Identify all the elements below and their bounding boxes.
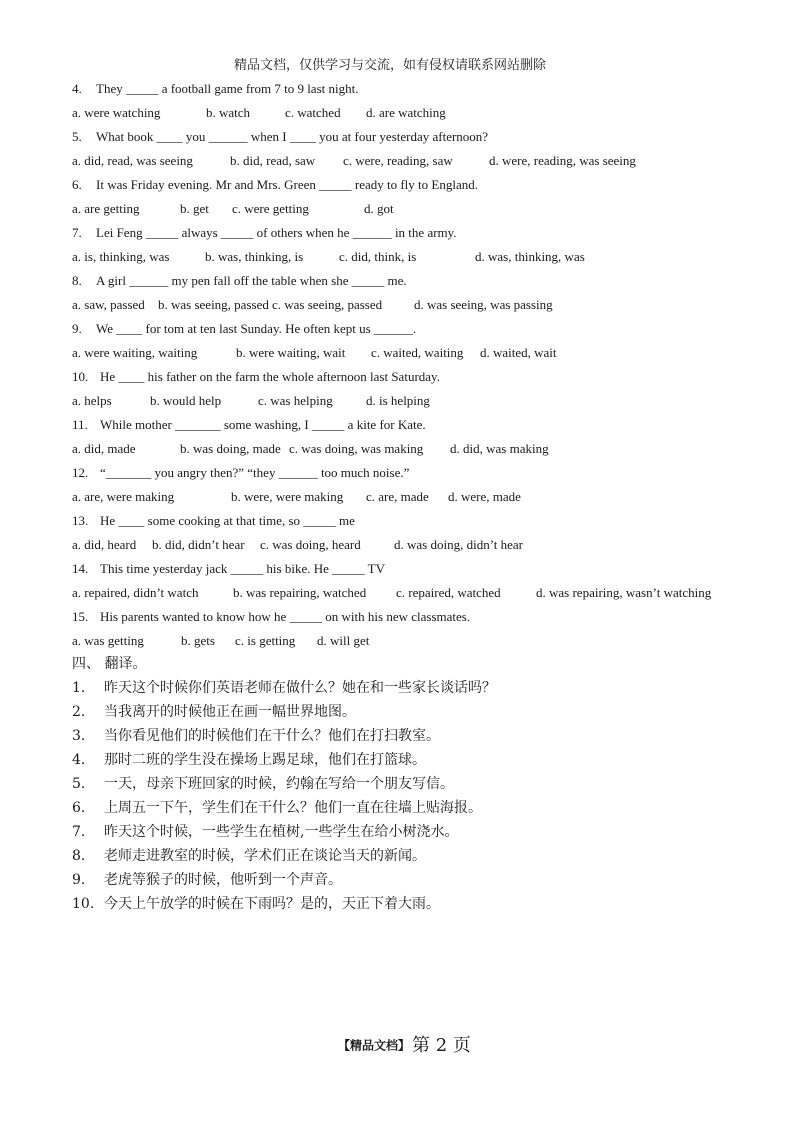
question-14 [0,560,794,578]
option-c: c. was helping [258,393,333,408]
question-6-options [0,200,794,218]
section-heading [0,654,794,674]
question-stem: His parents wanted to know how he _____ on with his new classmates. [100,609,471,624]
translation-text: 老虎等猴子的时候，他听到一个声音。 [104,872,342,888]
option-a: a. helps [72,393,112,408]
option-a: a. saw, passed [72,297,145,312]
question-10-options [0,392,794,410]
question-6 [0,176,794,194]
question-11 [0,416,794,434]
question-13-options [0,536,794,554]
question-14-options [0,584,794,602]
option-b: b. was doing, made [180,441,281,456]
question-number: 12. [72,465,89,480]
question-5-options [0,152,794,170]
question-15-options [0,632,794,650]
option-c: c. repaired, watched [396,585,501,600]
question-7-options [0,248,794,266]
question-7 [0,224,794,242]
option-a: a. did, made [72,441,136,456]
translation-item-3 [0,726,794,746]
header-notice: 精品文档，仅供学习与交流，如有侵权请联系网站删除 [234,58,547,73]
option-a: a. repaired, didn’t watch [72,585,199,600]
option-a: a. did, read, was seeing [72,153,193,168]
translation-text: 今天上午放学的时候在下雨吗？是的，天正下着大雨。 [104,896,440,912]
question-4 [0,80,794,98]
option-b: b. did, read, saw [230,153,316,168]
question-number: 14. [72,561,89,576]
option-c: c. did, think, is [339,249,417,264]
option-c: c. were getting [232,201,309,216]
translation-number: 2． [72,704,95,720]
translation-text: 老师走进教室的时候，学术们正在谈论当天的新闻。 [104,848,426,864]
option-b: b. get [180,201,209,216]
question-stem: Lei Feng _____ always _____ of others when he ______ in the army. [96,225,457,240]
question-stem: They _____ a football game from 7 to 9 last night. [96,81,359,96]
option-d: d. are watching [366,105,446,120]
translation-item-7 [0,822,794,842]
translation-item-9 [0,870,794,890]
footer-label: 【精品文档】 [338,1038,411,1053]
question-number: 13. [72,513,89,528]
question-4-options [0,104,794,122]
question-11-options [0,440,794,458]
translation-item-4 [0,750,794,770]
question-number: 6. [72,177,82,192]
translation-number: 5． [72,776,95,792]
translation-number: 10. [72,896,95,912]
option-c: c. are, made [366,489,429,504]
option-d: d. got [364,201,394,216]
option-d: d. will get [317,633,370,648]
question-stem: We ____ for tom at ten last Sunday. He often kept us ______. [96,321,417,336]
option-b: b. gets [181,633,215,648]
option-c: c. were, reading, saw [343,153,453,168]
option-c: c. was doing, was making [289,441,424,456]
translation-number: 3． [72,728,95,744]
option-b: b. watch [206,105,251,120]
translation-text: 一天，母亲下班回家的时候，约翰在写给一个朋友写信。 [104,776,454,792]
option-b: b. did, didn’t hear [152,537,245,552]
option-a: a. were watching [72,105,161,120]
question-5 [0,128,794,146]
question-9-options [0,344,794,362]
translation-text: 当你看见他们的时候他们在干什么？他们在打扫教室。 [104,728,440,744]
option-d: d. waited, wait [480,345,557,360]
option-a: a. are getting [72,201,140,216]
question-9 [0,320,794,338]
option-a: a. did, heard [72,537,137,552]
question-number: 5. [72,129,82,144]
option-a: a. are, were making [72,489,175,504]
option-b: b. were waiting, wait [236,345,346,360]
option-d: d. is helping [366,393,430,408]
translation-item-6 [0,798,794,818]
question-stem: While mother _______ some washing, I _____ a kite for Kate. [100,417,426,432]
translation-text: 昨天这个时候你们英语老师在做什么？她在和一些家长谈话吗？ [104,680,496,696]
translation-number: 1． [72,680,95,696]
option-d: d. was, thinking, was [475,249,585,264]
question-stem: He ____ some cooking at that time, so _____ me [100,513,355,528]
page-footer [338,1032,471,1058]
translation-item-1 [0,678,794,698]
question-stem: This time yesterday jack _____ his bike. He _____ TV [100,561,385,576]
question-number: 11. [72,417,88,432]
option-a: a. was getting [72,633,144,648]
option-c: c. was doing, heard [260,537,361,552]
question-8-options [0,296,794,314]
translation-text: 当我离开的时候他正在画一幅世界地图。 [104,704,356,720]
question-number: 4. [72,81,82,96]
option-d: d. was repairing, wasn’t watching [536,585,712,600]
option-b: b. was, thinking, is [205,249,304,264]
translation-text: 昨天这个时候，一些学生在植树,一些学生在给小树浇水。 [104,824,459,840]
question-stem: He ____ his father on the farm the whole afternoon last Saturday. [100,369,440,384]
option-a: a. were waiting, waiting [72,345,198,360]
translation-text: 那时二班的学生没在操场上踢足球，他们在打篮球。 [104,752,426,768]
translation-item-2 [0,702,794,722]
section-title: 四、 翻译。 [72,656,147,672]
translation-number: 8． [72,848,95,864]
question-stem: It was Friday evening. Mr and Mrs. Green _____ ready to fly to England. [96,177,478,192]
question-number: 15. [72,609,89,624]
translation-item-8 [0,846,794,866]
question-12 [0,464,794,482]
question-number: 8. [72,273,82,288]
option-c: c. waited, waiting [371,345,464,360]
option-c: c. is getting [235,633,296,648]
option-c: c. was seeing, passed [272,297,383,312]
question-number: 10. [72,369,89,384]
option-c: c. watched [285,105,341,120]
option-d: d. were, made [448,489,521,504]
translation-number: 9． [72,872,95,888]
option-b: b. was repairing, watched [233,585,367,600]
question-10 [0,368,794,386]
option-a: a. is, thinking, was [72,249,170,264]
option-d: d. did, was making [450,441,549,456]
translation-number: 4． [72,752,95,768]
translation-number: 7． [72,824,95,840]
option-d: d. was seeing, was passing [414,297,553,312]
question-13 [0,512,794,530]
option-b: b. would help [150,393,222,408]
translation-item-5 [0,774,794,794]
question-number: 9. [72,321,82,336]
option-d: d. was doing, didn’t hear [394,537,524,552]
question-12-options [0,488,794,506]
option-b: b. were, were making [231,489,344,504]
question-8 [0,272,794,290]
option-b: b. was seeing, passed [158,297,269,312]
question-number: 7. [72,225,82,240]
page-number: 第 2 页 [412,1034,471,1056]
translation-item-10 [0,894,794,914]
question-stem: “_______ you angry then?” “they ______ too much noise.” [100,465,410,480]
question-stem: What book ____ you ______ when I ____ you at four yesterday afternoon? [96,129,489,144]
option-d: d. were, reading, was seeing [489,153,636,168]
question-stem: A girl ______ my pen fall off the table when she _____ me. [96,273,407,288]
question-15 [0,608,794,626]
translation-text: 上周五一下午，学生们在干什么？他们一直在往墙上贴海报。 [104,800,482,816]
translation-number: 6． [72,800,95,816]
